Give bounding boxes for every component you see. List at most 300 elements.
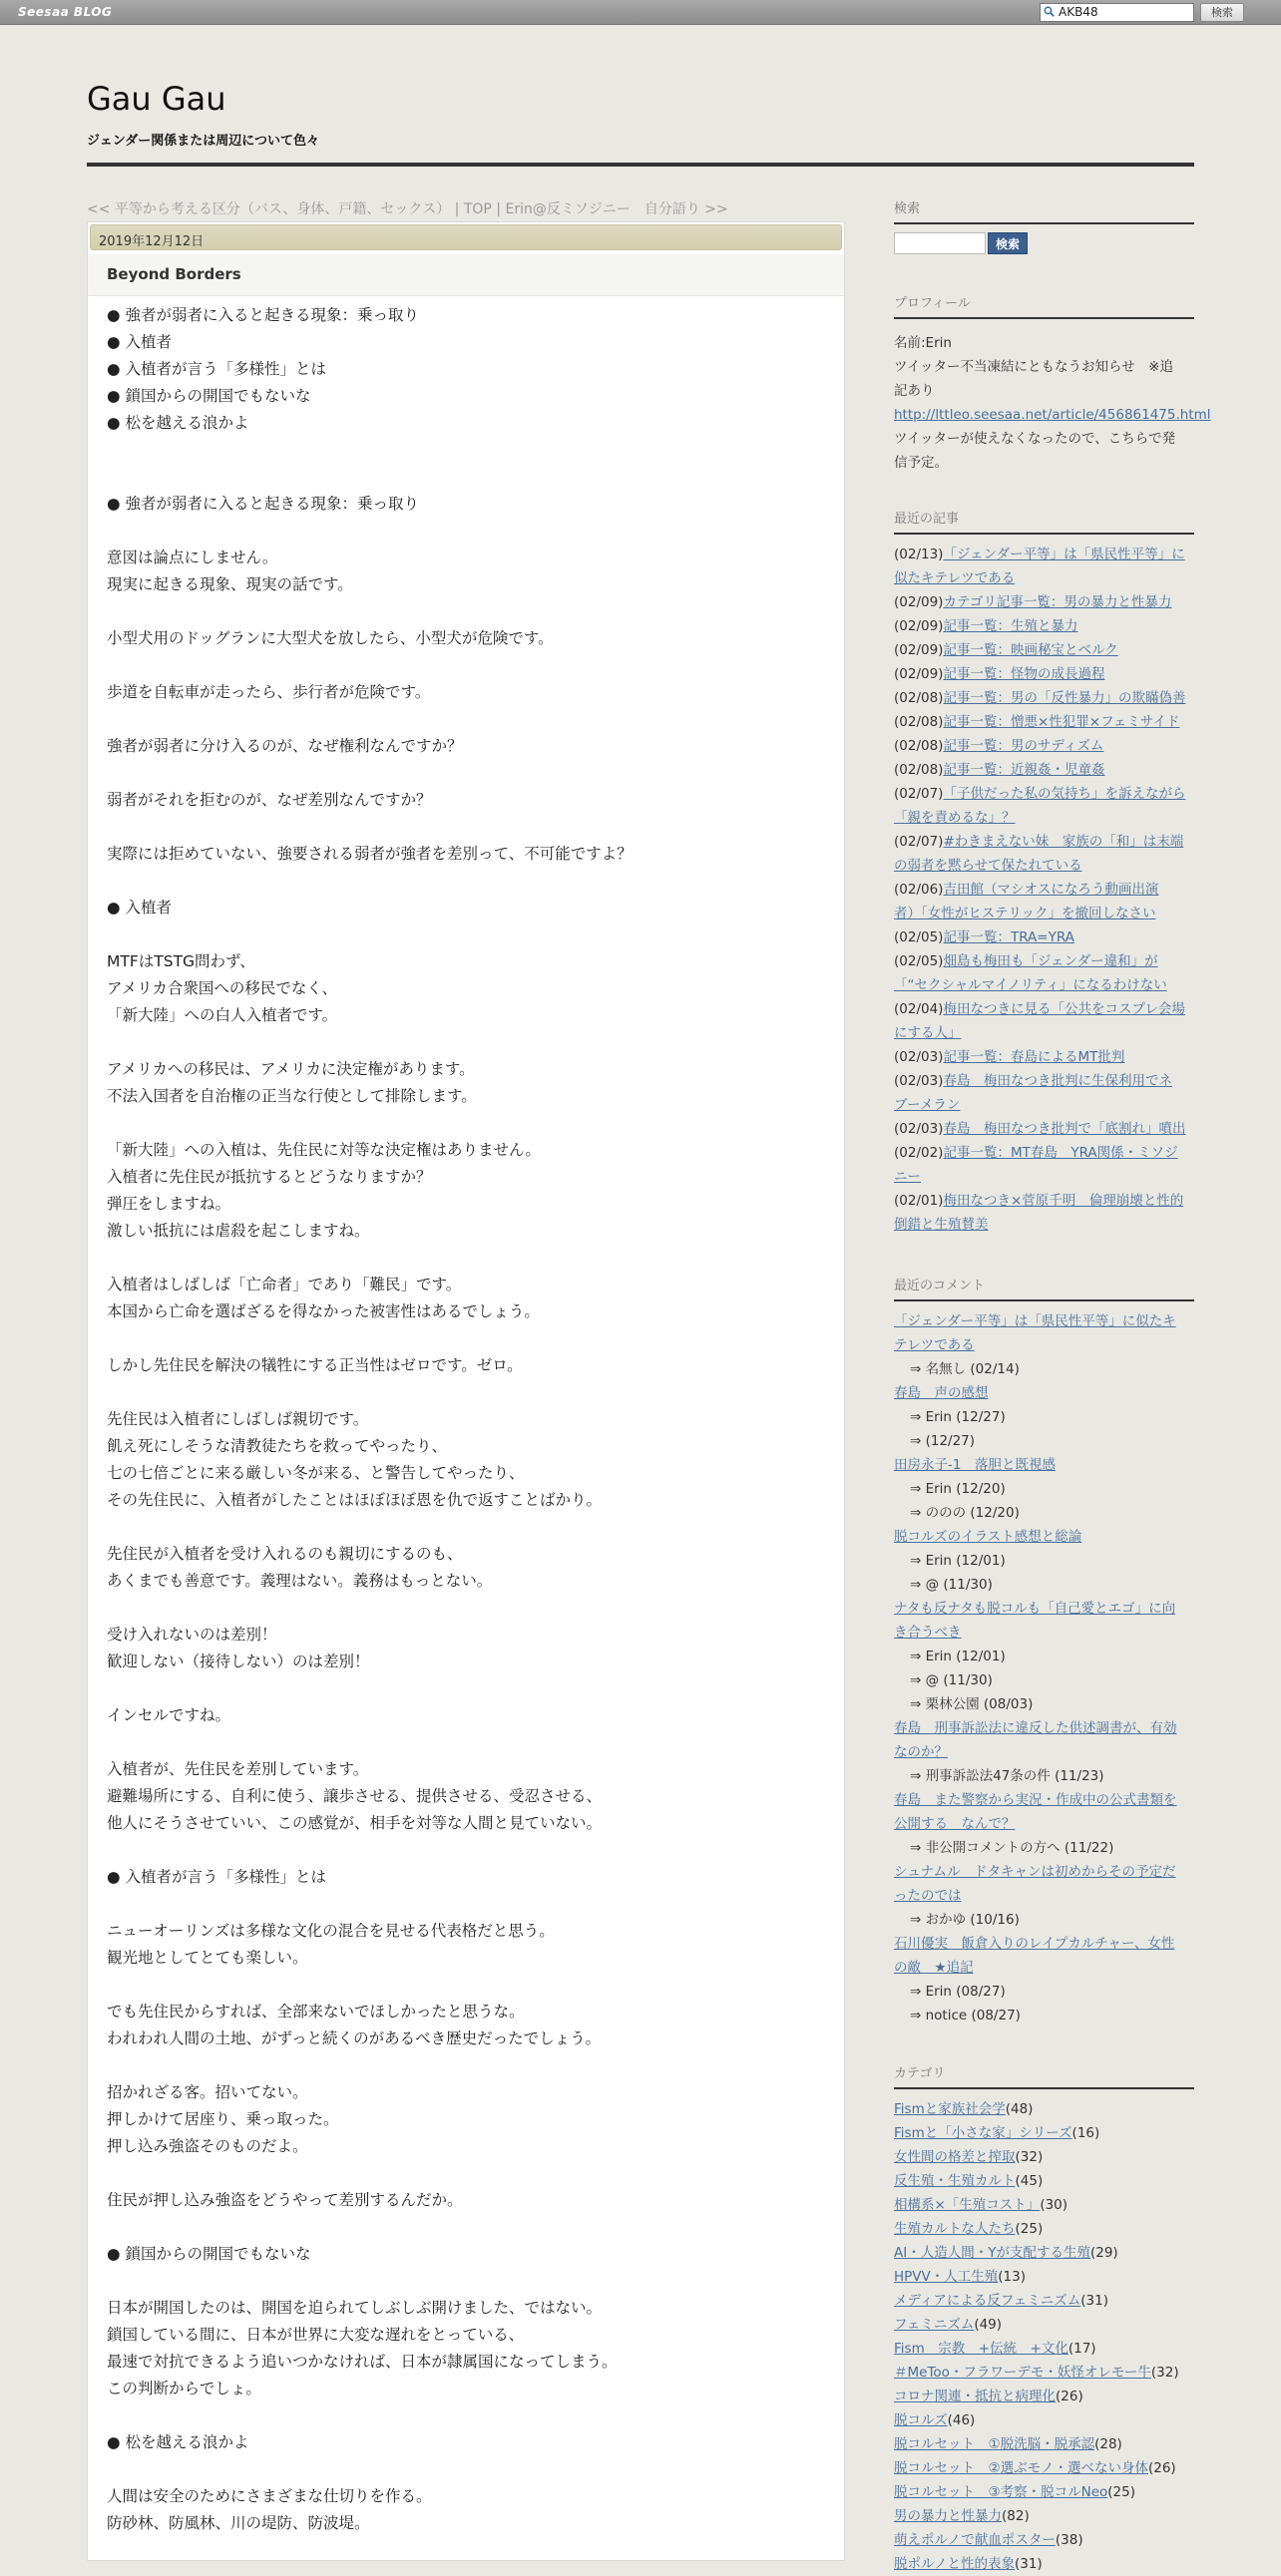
article-line: われわれ人間の土地、がずっと続くのがあるべき歴史だったでしょう。 xyxy=(107,2029,602,2047)
recent-article-item xyxy=(894,638,1194,662)
article-line: 意図は論点にしません。 xyxy=(107,549,278,566)
category-count: (29) xyxy=(1089,2245,1118,2261)
article-line: 歩道を自転車が走ったら、歩行者が危険です。 xyxy=(107,683,431,701)
category-link[interactable]: AI・人造人間・Yが支配する生殖 xyxy=(894,2245,1090,2261)
article-line xyxy=(107,652,825,679)
recent-comments-heading: 最近のコメント xyxy=(894,1275,1194,1301)
category-count: (28) xyxy=(1094,2436,1122,2452)
article-date: 2019年12月12日 xyxy=(90,224,842,250)
comment-article-link[interactable]: き合うべき xyxy=(894,1625,962,1641)
article-line: この判断からでしょ。 xyxy=(107,2380,261,2397)
article-line: ● 入植者 xyxy=(107,899,172,917)
site-description: ジェンダー関係または周辺について色々 xyxy=(87,134,319,149)
recent-article-link[interactable]: 春島 梅田なつき批判に生保利用でネ xyxy=(943,1073,1172,1089)
category-link[interactable]: HPVV・人工生殖 xyxy=(894,2269,999,2285)
comment-author-row[interactable]: ⇒ notice (08/27) xyxy=(910,2008,1021,2024)
comment-author-row[interactable]: ⇒ @ (11/30) xyxy=(910,1672,993,1688)
profile-note: 記あり xyxy=(894,383,935,399)
article-line: 他人にそうさせていい、この感覚が、相手を対等な人間と見ていない。 xyxy=(107,1814,603,1832)
article-line: ● 強者が弱者に入ると起きる現象：乗っ取り xyxy=(107,495,419,513)
comment-author-row[interactable]: ⇒ (12/27) xyxy=(910,1433,976,1449)
recent-article-item-cont xyxy=(894,1021,1194,1045)
article-line: 避難場所にする、自利に使う、譲歩させる、提供させる、受忍させる、 xyxy=(107,1787,603,1805)
article-line: ● 松を越える浪かよ xyxy=(107,414,249,432)
recent-article-link[interactable]: カテゴリ記事一覧：男の暴力と性暴力 xyxy=(943,594,1172,610)
article-nav xyxy=(87,198,728,218)
topbar-search-input[interactable]: AKB48 xyxy=(1040,3,1194,22)
article-line: 入植者はしばしば「亡命者」であり「難民」です。 xyxy=(107,1276,462,1293)
comment-author-row[interactable]: ⇒ 非公開コメントの方へ (11/22) xyxy=(910,1840,1114,1856)
recent-article-item xyxy=(894,878,1194,902)
profile-note: 信予定。 xyxy=(894,455,948,471)
article-line: 押しかけて居座り、乗っ取った。 xyxy=(107,2110,339,2128)
article-body xyxy=(107,302,825,2537)
sidebar-categories xyxy=(894,2062,1194,2576)
category-count: (32) xyxy=(1015,2149,1044,2165)
recent-article-link[interactable]: #わきまえない妹 家族の「和」は末端 xyxy=(943,834,1184,850)
top-link[interactable]: TOP xyxy=(463,201,492,217)
category-count: (48) xyxy=(1005,2101,1034,2117)
recent-article-link[interactable]: 者）「女性がヒステリック」を撤回しなさい xyxy=(894,906,1156,921)
category-item xyxy=(894,2265,1194,2289)
article-line xyxy=(107,2456,825,2483)
recent-article-link[interactable]: 記事一覧：映画秘宝とベルク xyxy=(943,642,1118,658)
category-item xyxy=(894,2313,1194,2337)
recent-article-link[interactable]: 記事一覧：男のサディズム xyxy=(943,738,1104,754)
recent-article-link[interactable]: 記事一覧：MT春島 YRA関係・ミソジ xyxy=(943,1145,1178,1161)
recent-article-date: (02/07) xyxy=(894,834,944,850)
recent-comments-list xyxy=(894,1309,1194,2027)
article-line: ● 入植者 xyxy=(107,333,172,351)
comment-author-row[interactable]: ⇒ ののの (12/20) xyxy=(910,1505,1020,1521)
recent-article-item xyxy=(894,997,1194,1021)
sidebar-search-input[interactable] xyxy=(894,232,986,254)
category-count: (31) xyxy=(1080,2293,1108,2309)
category-count: (45) xyxy=(1015,2173,1044,2189)
article-line: 観光地としてとても楽しい。 xyxy=(107,1949,308,1967)
category-link[interactable]: ＃MeToo・フラワーデモ・妖怪オレモー牛 xyxy=(894,2365,1151,2381)
recent-article-item xyxy=(894,1069,1194,1093)
recent-article-link[interactable]: 「子供だった私の気持ち」を訴えながら xyxy=(943,786,1186,802)
prev-article-link[interactable]: << 平等から考える区分（バス、身体、戸籍、セックス） xyxy=(87,201,451,217)
category-count: (30) xyxy=(1040,2197,1068,2213)
recent-article-date: (02/08) xyxy=(894,762,944,778)
recent-article-item xyxy=(894,830,1194,854)
article-line: ● 入植者が言う「多様性」とは xyxy=(107,1868,326,1886)
article-line: 歓迎しない（接待しない）のは差別！ xyxy=(107,1653,370,1670)
article-line xyxy=(107,868,825,895)
category-count: (31) xyxy=(1014,2556,1043,2572)
category-link[interactable]: 脱コルセット ②選ぶモノ・選べない身体 xyxy=(894,2460,1148,2476)
recent-article-item-cont xyxy=(894,973,1194,997)
article-line xyxy=(107,1110,825,1137)
comment-article-link[interactable]: なのか？ xyxy=(894,1744,948,1760)
article-line xyxy=(107,706,825,733)
category-link[interactable]: 脱ポルノと性的表象 xyxy=(894,2556,1015,2572)
article-line: 「新大陸」への白人入植者です。 xyxy=(107,1006,338,1024)
article-line: でも先住民からすれば、全部来ないでほしかったと思うな。 xyxy=(107,2003,525,2021)
recent-article-date: (02/13) xyxy=(894,547,944,562)
article-line: ● 松を越える浪かよ xyxy=(107,2433,249,2451)
recent-article-date: (02/09) xyxy=(894,618,944,634)
recent-article-link[interactable]: 梅田なつき×菅原千明 倫理崩壊と性的 xyxy=(943,1193,1184,1209)
comment-article-row xyxy=(894,1884,1194,1908)
article-line: インセルですね。 xyxy=(107,1706,231,1724)
category-link[interactable]: 脱コルセット ①脱洗脳・脱承認 xyxy=(894,2436,1095,2452)
category-item xyxy=(894,2432,1194,2456)
recent-article-date: (02/02) xyxy=(894,1145,944,1161)
category-count: (38) xyxy=(1055,2532,1083,2548)
article-line: 最速で対抗できるよう追いつかなければ、日本が隷属国になってしまう。 xyxy=(107,2353,618,2371)
profile-note: ツイッターが使えなくなったので、こちらで発 xyxy=(894,431,1176,447)
recent-article-date: (02/08) xyxy=(894,714,944,730)
category-link[interactable]: 反生殖・生殖カルト xyxy=(894,2173,1016,2189)
comment-article-row xyxy=(894,1309,1194,1333)
recent-article-item-cont xyxy=(894,1093,1194,1117)
recent-article-item xyxy=(894,686,1194,710)
article-line xyxy=(107,2268,825,2295)
category-link[interactable]: フェミニズム xyxy=(894,2317,975,2333)
category-link[interactable]: 女性間の格差と搾取 xyxy=(894,2149,1016,2165)
category-item xyxy=(894,2097,1194,2121)
recent-article-link[interactable]: 吉田館（マシオスになろう動画出演 xyxy=(943,882,1159,898)
category-item xyxy=(894,2456,1194,2480)
comment-article-link[interactable]: 春島 声の感想 xyxy=(894,1385,989,1401)
category-link[interactable]: メディアによる反フェミニズム xyxy=(894,2293,1081,2309)
recent-article-link[interactable]: 畑島も梅田も「ジェンダー違和」が xyxy=(943,953,1158,969)
recent-article-link[interactable]: 春島 梅田なつき批判で「底割れ」噴出 xyxy=(943,1121,1186,1137)
article-line: 先住民が入植者を受け入れるのも親切にするのも、 xyxy=(107,1545,463,1563)
article-line xyxy=(107,2402,825,2429)
recent-article-item xyxy=(894,1117,1194,1141)
recent-article-date: (02/05) xyxy=(894,953,944,969)
next-article-link[interactable]: Erin@反ミソジニー 自分語り >> xyxy=(505,201,728,217)
article-line: 日本が開国したのは、開国を迫られてしぶしぶ開けました、ではない。 xyxy=(107,2299,603,2317)
article-line: アメリカ合衆国への移民でなく、 xyxy=(107,979,338,997)
category-item xyxy=(894,2241,1194,2265)
comment-article-link[interactable]: 脱コルズのイラスト感想と総論 xyxy=(894,1529,1082,1545)
recent-article-item xyxy=(894,590,1194,614)
recent-article-date: (02/03) xyxy=(894,1049,944,1065)
recent-article-link[interactable]: 記事一覧：男の「反性暴力」の欺瞞偽善 xyxy=(943,690,1186,706)
sidebar-recent-comments xyxy=(894,1275,1194,2027)
recent-article-item xyxy=(894,782,1194,806)
comment-author-row[interactable]: ⇒ おかゆ (10/16) xyxy=(910,1912,1020,1928)
article-line: ● 鎖国からの開国でもないな xyxy=(107,387,311,405)
article-line: 鎖国している間に、日本が世界に大変な遅れをとっている、 xyxy=(107,2326,525,2344)
article-title-bar xyxy=(88,254,844,296)
article-line: 七の七倍ごとに来る厳しい冬が来る、と警告してやったり、 xyxy=(107,1464,525,1482)
article-line xyxy=(107,1029,825,1056)
article-line: 押し込み強盗そのものだよ。 xyxy=(107,2137,308,2155)
recent-article-item-cont xyxy=(894,806,1194,830)
category-link[interactable]: 相構系×「生殖コスト」 xyxy=(894,2197,1041,2213)
recent-article-date: (02/08) xyxy=(894,738,944,754)
recent-article-item-cont xyxy=(894,566,1194,590)
article-line xyxy=(107,1379,825,1406)
category-count: (13) xyxy=(998,2269,1026,2285)
recent-article-link[interactable]: 「“セクシャルマイノリティ」になるわけない xyxy=(894,977,1167,993)
article-line: アメリカへの移民は、アメリカに決定権があります。 xyxy=(107,1060,475,1078)
article-line xyxy=(107,2160,825,2187)
article-line xyxy=(107,1245,825,1272)
recent-article-item-cont xyxy=(894,854,1194,878)
site-title[interactable]: Gau Gau xyxy=(87,80,226,118)
header-divider xyxy=(87,163,1194,167)
category-item xyxy=(894,2504,1194,2528)
article-line xyxy=(107,464,825,491)
recent-article-date: (02/08) xyxy=(894,690,944,706)
article-line: 入植者が、先住民を差別しています。 xyxy=(107,1760,369,1778)
article-line xyxy=(107,2052,825,2079)
recent-article-date: (02/04) xyxy=(894,1001,944,1017)
recent-article-item xyxy=(894,614,1194,638)
comment-article-link[interactable]: ったのでは xyxy=(894,1888,962,1904)
article-line: ● 入植者が言う「多様性」とは xyxy=(107,360,326,378)
article-line: MTFはTSTG問わず、 xyxy=(107,952,255,970)
recent-article-item-cont xyxy=(894,1213,1194,1237)
article-line xyxy=(107,598,825,625)
category-item xyxy=(894,2408,1194,2432)
article-line: 先住民は入植者にしばしば親切です。 xyxy=(107,1410,369,1428)
article-line xyxy=(107,1972,825,1999)
article-line xyxy=(107,1891,825,1918)
category-item xyxy=(894,2289,1194,2313)
recent-article-item-cont xyxy=(894,1165,1194,1189)
article-line: 「新大陸」への入植は、先住民に対等な決定権はありません。 xyxy=(107,1141,541,1159)
comment-author-row[interactable]: ⇒ Erin (12/01) xyxy=(910,1649,1006,1664)
recent-article-date: (02/09) xyxy=(894,642,944,658)
recent-article-date: (02/01) xyxy=(894,1193,944,1209)
article-line: 人間は安全のためにさまざまな仕切りを作る。 xyxy=(107,2487,432,2505)
article-line: 不法入国者を自治権の正当な行使として排除します。 xyxy=(107,1087,477,1105)
article-line: しかし先住民を解決の犠牲にする正当性はゼロです。ゼロ。 xyxy=(107,1356,523,1374)
category-count: (25) xyxy=(1107,2484,1135,2500)
article-line: ● 鎖国からの開国でもないな xyxy=(107,2245,311,2263)
recent-article-date: (02/05) xyxy=(894,929,944,945)
comment-article-link[interactable]: ナタも反ナタも脱コルも「自己愛とエゴ」に向 xyxy=(894,1601,1176,1617)
category-link[interactable]: 萌えポルノで献血ポスター xyxy=(894,2532,1056,2548)
comment-article-row xyxy=(894,1333,1194,1357)
comment-author-row[interactable]: ⇒ @ (11/30) xyxy=(910,1577,993,1593)
comment-author-row[interactable]: ⇒ Erin (12/20) xyxy=(910,1481,1006,1497)
comment-article-link[interactable]: シュナムル ドタキャンは初めからその予定だ xyxy=(894,1864,1176,1880)
comment-article-link[interactable]: 田房永子-1 落胆と既視感 xyxy=(894,1457,1056,1473)
comment-article-link[interactable]: の敵 ★追記 xyxy=(894,1960,974,1976)
article-line: 招かれざる客。招いてない。 xyxy=(107,2083,308,2101)
article-line xyxy=(107,1325,825,1352)
article-line: ● 強者が弱者に入ると起きる現象：乗っ取り xyxy=(107,306,419,324)
category-item xyxy=(894,2528,1194,2552)
recent-article-link[interactable]: 記事一覧：近親姦・児童姦 xyxy=(943,762,1105,778)
comment-author-row[interactable]: ⇒ 名無し (02/14) xyxy=(910,1361,1020,1377)
recent-article-item xyxy=(894,1045,1194,1069)
sidebar-search-heading: 検索 xyxy=(894,197,1194,224)
seesaa-blog-logo[interactable]: Seesaa BLOG xyxy=(18,5,113,19)
recent-article-link[interactable]: 倒錯と生殖賛美 xyxy=(894,1217,989,1233)
category-link[interactable]: 脱コルズ xyxy=(894,2412,948,2428)
recent-article-link[interactable]: 記事一覧：春島によるMT批判 xyxy=(943,1049,1125,1065)
recent-article-date: (02/03) xyxy=(894,1121,944,1137)
category-link[interactable]: 生殖カルトな人たち xyxy=(894,2221,1016,2237)
categories-list xyxy=(894,2097,1194,2576)
comment-article-row xyxy=(894,1932,1194,1956)
article-line: 飢え死にしそうな清教徒たちを救ってやったり、 xyxy=(107,1437,448,1455)
article-line xyxy=(107,1837,825,1864)
profile-heading: プロフィール xyxy=(894,292,1194,319)
profile-note: ツイッター不当凍結にともなうお知らせ ※追 xyxy=(894,359,1173,375)
comment-article-link[interactable]: 石川優実 飯倉入りのレイプカルチャー、女性 xyxy=(894,1936,1175,1952)
recent-articles-heading: 最近の記事 xyxy=(894,508,1194,535)
recent-article-item xyxy=(894,1141,1194,1165)
article-line: その先住民に、入植者がしたことはほぼほぼ恩を仇で返すことばかり。 xyxy=(107,1491,603,1509)
sidebar-profile xyxy=(894,292,1211,475)
article-line: 激しい抵抗には虐殺を起こしますね。 xyxy=(107,1222,370,1240)
category-item xyxy=(894,2121,1194,2145)
article-line xyxy=(107,760,825,787)
article-line xyxy=(107,2214,825,2241)
comment-article-row xyxy=(894,1525,1194,1549)
comment-author-row[interactable]: ⇒ Erin (12/27) xyxy=(910,1409,1006,1425)
category-item xyxy=(894,2193,1194,2217)
category-link[interactable]: 脱コルセット ③考察・脱コルNeo xyxy=(894,2484,1108,2500)
article-line: あくまでも善意です。義理はない。義務はもっとない。 xyxy=(107,1572,493,1590)
recent-article-item xyxy=(894,662,1194,686)
recent-article-link[interactable]: 似たキテレツである xyxy=(894,570,1016,586)
article-line: ニューオーリンズは多様な文化の混合を見せる代表格だと思う。 xyxy=(107,1922,555,1940)
category-link[interactable]: コロナ関連・抵抗と病理化 xyxy=(894,2389,1056,2404)
comment-article-link[interactable]: 春島 また警察から実況・作成中の公式書類を xyxy=(894,1792,1177,1808)
recent-article-link[interactable]: 「親を責めるな」？ xyxy=(894,810,1016,826)
recent-articles-list xyxy=(894,543,1194,1237)
comment-author-row[interactable]: ⇒ Erin (12/01) xyxy=(910,1553,1006,1569)
category-count: (25) xyxy=(1015,2221,1044,2237)
comment-article-link[interactable]: 春島 刑事訴訟法に違反した供述調書が、有効 xyxy=(894,1720,1177,1736)
article-line xyxy=(107,1514,825,1541)
comment-article-link[interactable]: 公開する なんで？ xyxy=(894,1816,1016,1832)
category-item xyxy=(894,2361,1194,2385)
category-item xyxy=(894,2552,1194,2576)
article-line xyxy=(107,437,825,464)
topbar-search-button[interactable]: 検索 xyxy=(1200,3,1244,22)
search-icon xyxy=(1044,6,1055,17)
article-line: 弱者がそれを拒むのが、なぜ差別なんですか？ xyxy=(107,791,432,809)
article-line: 本国から亡命を選ばざるを得なかった被害性はあるでしょう。 xyxy=(107,1302,540,1320)
category-count: (49) xyxy=(974,2317,1003,2333)
category-link[interactable]: Fismと「小さな家」シリーズ xyxy=(894,2125,1072,2141)
comment-author-row[interactable]: ⇒ Erin (08/27) xyxy=(910,1984,1006,2000)
recent-article-link[interactable]: 記事一覧：生殖と暴力 xyxy=(943,618,1078,634)
comment-article-row xyxy=(894,1453,1194,1477)
comment-article-row xyxy=(894,1621,1194,1645)
sidebar-search xyxy=(894,197,1194,251)
comment-article-row xyxy=(894,1716,1194,1740)
comment-article-row xyxy=(894,1740,1194,1764)
recent-article-date: (02/09) xyxy=(894,594,944,610)
comment-article-row xyxy=(894,1381,1194,1405)
comment-author-row[interactable]: ⇒ 刑事訴訟法47条の件 (11/23) xyxy=(910,1768,1104,1784)
comment-author-row[interactable]: ⇒ 栗林公園 (08/03) xyxy=(910,1696,1034,1712)
categories-heading: カテゴリ xyxy=(894,2062,1194,2089)
nav-separator: | xyxy=(491,201,506,217)
category-count: (16) xyxy=(1071,2125,1100,2141)
category-link[interactable]: Fismと家族社会学 xyxy=(894,2101,1006,2117)
recent-article-item xyxy=(894,925,1194,949)
article-line: 防砂林、防風林、川の堤防、防波堤。 xyxy=(107,2514,370,2532)
category-link[interactable]: Fism 宗教 +伝統 +文化 xyxy=(894,2341,1068,2357)
category-count: (32) xyxy=(1150,2365,1179,2381)
article-line xyxy=(107,1675,825,1702)
recent-article-item xyxy=(894,710,1194,734)
category-count: (46) xyxy=(947,2412,976,2428)
article-line: 受け入れないのは差別！ xyxy=(107,1626,277,1644)
category-item xyxy=(894,2385,1194,2408)
recent-article-link[interactable]: 梅田なつきに見る「公共をコスプレ会場 xyxy=(943,1001,1185,1017)
article-line: 現実に起きる現象、現実の話です。 xyxy=(107,575,353,593)
article xyxy=(87,221,845,2561)
category-count: (82) xyxy=(1002,2508,1030,2524)
article-title[interactable]: Beyond Borders xyxy=(107,265,241,283)
article-line xyxy=(107,518,825,545)
comment-article-row xyxy=(894,1860,1194,1884)
sidebar-recent-articles xyxy=(894,508,1194,1237)
article-line: 住民が押し込み強盗をどうやって差別するんだか。 xyxy=(107,2191,463,2209)
recent-article-item xyxy=(894,949,1194,973)
recent-article-link[interactable]: 記事一覧：TRA=YRA xyxy=(943,929,1074,945)
recent-article-link[interactable]: 記事一覧：憎悪×性犯罪×フェミサイド xyxy=(943,714,1180,730)
recent-article-item xyxy=(894,734,1194,758)
recent-article-link[interactable]: ニー xyxy=(894,1169,921,1185)
comment-article-link[interactable]: 「ジェンダー平等」は「県民性平等」に似たキ xyxy=(894,1313,1176,1329)
article-line: 弾圧をしますね。 xyxy=(107,1195,231,1213)
category-item xyxy=(894,2169,1194,2193)
category-item xyxy=(894,2145,1194,2169)
comment-article-row xyxy=(894,1812,1194,1836)
category-link[interactable]: 男の暴力と性暴力 xyxy=(894,2508,1002,2524)
recent-article-item xyxy=(894,758,1194,782)
article-line: 小型犬用のドッグランに大型犬を放したら、小型犬が危険です。 xyxy=(107,629,554,647)
category-item xyxy=(894,2217,1194,2241)
recent-article-link[interactable]: の弱者を黙らせて保たれている xyxy=(894,858,1082,874)
article-line xyxy=(107,1729,825,1756)
comment-article-row xyxy=(894,1956,1194,1980)
recent-article-date: (02/07) xyxy=(894,786,944,802)
recent-article-date: (02/06) xyxy=(894,882,944,898)
profile-name: 名前:Erin xyxy=(894,335,952,351)
sidebar-search-button[interactable]: 検索 xyxy=(988,232,1028,254)
category-count: (26) xyxy=(1147,2460,1176,2476)
recent-article-item xyxy=(894,1189,1194,1213)
recent-article-date: (02/09) xyxy=(894,666,944,682)
category-count: (26) xyxy=(1056,2389,1083,2404)
seesaa-topbar xyxy=(0,0,1281,25)
article-line xyxy=(107,1595,825,1622)
recent-article-link[interactable]: 記事一覧：怪物の成長過程 xyxy=(943,666,1105,682)
category-item xyxy=(894,2480,1194,2504)
recent-article-item xyxy=(894,543,1194,566)
article-line xyxy=(107,814,825,841)
nav-separator: | xyxy=(450,201,464,217)
article-line: 強者が弱者に分け入るのが、なぜ権利なんですか？ xyxy=(107,737,463,755)
article-line xyxy=(107,921,825,948)
article-line: 入植者に先住民が抵抗するとどうなりますか？ xyxy=(107,1168,432,1186)
recent-article-link[interactable]: 「ジェンダー平等」は「県民性平等」に xyxy=(943,547,1185,562)
recent-article-link[interactable]: にする人」 xyxy=(894,1025,962,1041)
comment-article-link[interactable]: テレツである xyxy=(894,1337,975,1353)
recent-article-link[interactable]: ブーメラン xyxy=(894,1097,961,1113)
profile-link[interactable]: http://lttleo.seesaa.net/article/456861475.html xyxy=(894,407,1211,423)
article-line: 実際には拒めていない、強要される弱者が強者を差別って、不可能ですよ？ xyxy=(107,845,633,863)
